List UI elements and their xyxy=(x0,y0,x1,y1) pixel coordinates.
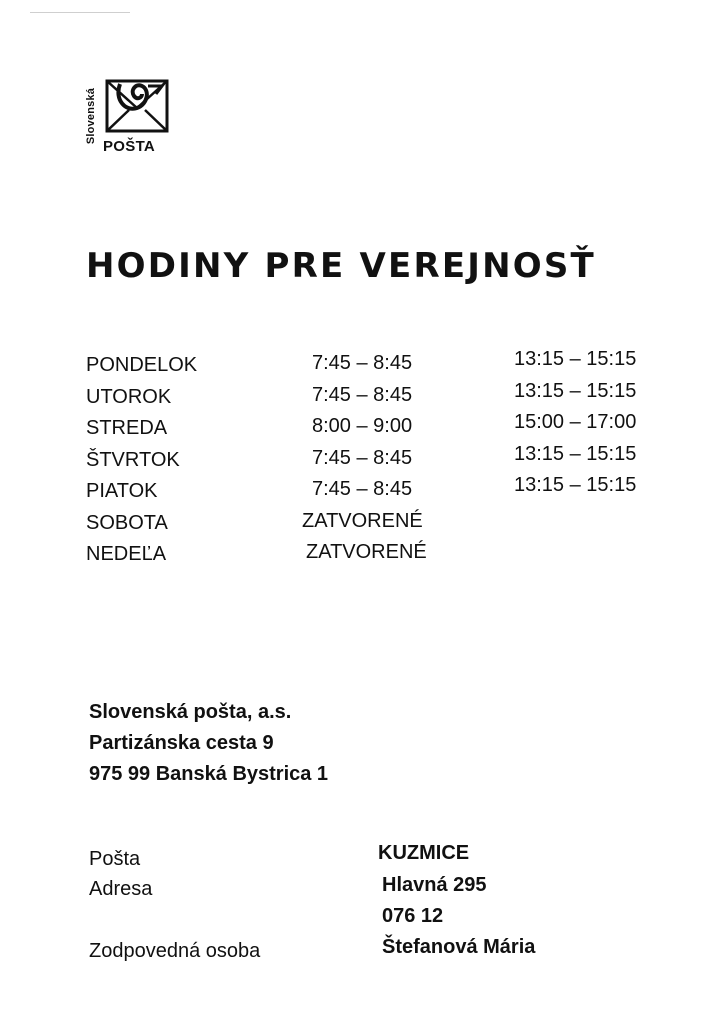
posta-label: Pošta xyxy=(89,848,141,870)
opening-hours-table xyxy=(86,348,686,573)
scan-artifact xyxy=(30,12,130,13)
closed-label: ZATVORENÉ xyxy=(306,541,427,563)
page-title: HODINY PRE VEREJNOSŤ xyxy=(86,246,596,286)
company-name: Slovenská pošta, a.s. xyxy=(89,701,292,723)
day-name: STREDA xyxy=(86,417,168,439)
morning-hours: 8:00 – 9:00 xyxy=(312,415,413,437)
morning-hours: 7:45 – 8:45 xyxy=(312,446,413,469)
osoba-value: Štefanová Mária xyxy=(382,936,536,958)
afternoon-hours: 13:15 – 15:15 xyxy=(514,379,637,402)
schedule-row xyxy=(86,474,686,510)
morning-hours: 7:45 – 8:45 xyxy=(312,352,413,374)
morning-hours: 7:45 – 8:45 xyxy=(312,478,413,500)
company-city: 975 99 Banská Bystrica 1 xyxy=(89,763,329,785)
afternoon-hours: 15:00 – 17:00 xyxy=(514,411,637,433)
logo-vertical-label: Slovenská xyxy=(85,87,97,145)
day-name: PIATOK xyxy=(86,480,158,502)
closed-label: ZATVORENÉ xyxy=(302,509,423,532)
adresa-street: Hlavná 295 xyxy=(382,874,487,896)
day-name: SOBOTA xyxy=(86,511,168,534)
schedule-row xyxy=(86,510,686,542)
day-name: PONDELOK xyxy=(86,354,198,376)
afternoon-hours: 13:15 – 15:15 xyxy=(514,474,637,496)
day-name: ŠTVRTOK xyxy=(86,448,180,471)
company-street: Partizánska cesta 9 xyxy=(89,732,274,754)
company-address xyxy=(89,697,328,790)
post-office-info xyxy=(89,844,649,974)
adresa-zip: 076 12 xyxy=(382,905,444,927)
day-name: NEDEĽA xyxy=(86,543,167,565)
adresa-label: Adresa xyxy=(89,878,153,900)
afternoon-hours: 13:15 – 15:15 xyxy=(514,442,637,465)
morning-hours: 7:45 – 8:45 xyxy=(312,383,413,406)
schedule-row xyxy=(86,541,686,573)
afternoon-hours: 13:15 – 15:15 xyxy=(514,348,637,370)
posta-value: KUZMICE xyxy=(378,842,470,864)
logo-vertical-text xyxy=(84,76,98,156)
posthorn-envelope-icon xyxy=(104,78,170,134)
day-name: UTOROK xyxy=(86,385,172,408)
osoba-label: Zodpovedná osoba xyxy=(89,940,261,962)
logo-word: POŠTA xyxy=(103,138,156,155)
